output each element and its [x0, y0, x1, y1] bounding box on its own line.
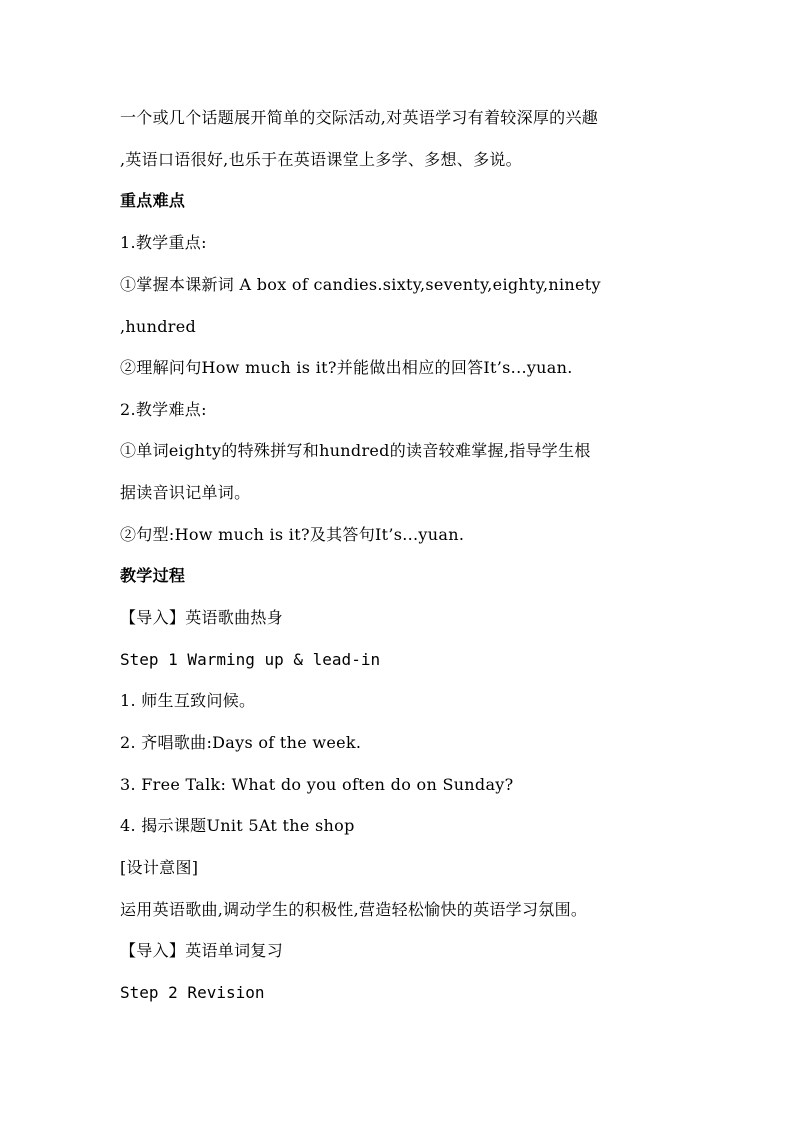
list-item: ②理解问句How much is it?并能做出相应的回答It’s...yuan. [120, 358, 573, 377]
numbered-item: 3. Free Talk: What do you often do on Sunday? [120, 775, 514, 794]
paragraph-line: 运用英语歌曲,调动学生的积极性,营造轻松愉快的英语学习氛围。 [120, 900, 588, 919]
paragraph-line: ,英语口语很好,也乐于在英语课堂上多学、多想、多说。 [120, 150, 522, 169]
list-item: ②句型:How much is it?及其答句It’s...yuan. [120, 525, 465, 544]
subheading-teaching-focus: 1.教学重点: [120, 233, 207, 252]
numbered-item: 1. 师生互致问候。 [120, 691, 256, 710]
numbered-item: 4. 揭示课题Unit 5At the shop [120, 816, 355, 835]
step-heading: 【导入】英语歌曲热身 [120, 608, 284, 627]
step-heading: 【导入】英语单词复习 [120, 941, 284, 960]
list-item-continuation: 据读音识记单词。 [120, 483, 251, 502]
section-heading-teaching-process: 教学过程 [120, 566, 186, 585]
paragraph-line: 一个或几个话题展开简单的交际活动,对英语学习有着较深厚的兴趣 [120, 108, 599, 127]
design-intent-label: [设计意图] [120, 858, 199, 877]
list-item-continuation: ,hundred [120, 317, 197, 336]
subheading-teaching-difficulty: 2.教学难点: [120, 400, 207, 419]
step-title: Step 1 Warming up & lead-in [120, 650, 381, 669]
step-title: Step 2 Revision [120, 983, 265, 1002]
list-item: ①掌握本课新词 A box of candies.sixty,seventy,eighty,ninety [120, 275, 601, 294]
numbered-item: 2. 齐唱歌曲:Days of the week. [120, 733, 362, 752]
section-heading-key-points: 重点难点 [120, 191, 186, 210]
list-item: ①单词eighty的特殊拼写和hundred的读音较难掌握,指导学生根 [120, 441, 591, 460]
